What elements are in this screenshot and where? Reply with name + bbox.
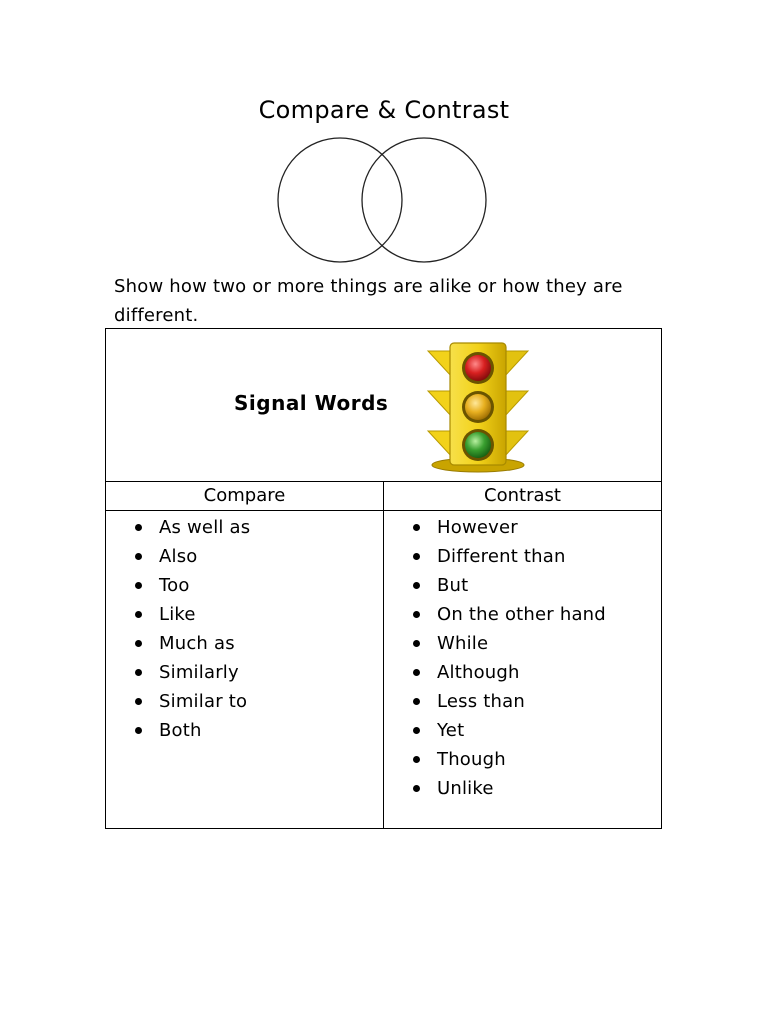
bullet-icon	[135, 524, 142, 531]
bullet-icon	[413, 524, 420, 531]
list-item: Both	[132, 716, 250, 745]
bullet-icon	[413, 611, 420, 618]
list-item: Though	[410, 745, 606, 774]
bullet-icon	[413, 756, 420, 763]
compare-column-header: Compare	[203, 485, 286, 506]
bullet-icon	[413, 553, 420, 560]
list-item: Also	[132, 542, 250, 571]
list-item: Too	[132, 571, 250, 600]
bullet-icon	[413, 669, 420, 676]
bullet-icon	[413, 640, 420, 647]
bullet-icon	[135, 640, 142, 647]
venn-diagram-icon	[276, 130, 492, 268]
table-header-row	[106, 329, 661, 482]
bullet-icon	[135, 727, 142, 734]
bullet-icon	[413, 698, 420, 705]
list-item: Although	[410, 658, 606, 687]
traffic-light-icon	[424, 341, 532, 475]
list-item: On the other hand	[410, 600, 606, 629]
signal-words-label: Signal Words	[234, 391, 389, 415]
list-item: Different than	[410, 542, 606, 571]
list-item: Much as	[132, 629, 250, 658]
contrast-word-list	[410, 513, 606, 803]
signal-words-table	[105, 328, 662, 829]
list-item: But	[410, 571, 606, 600]
list-item: Yet	[410, 716, 606, 745]
list-item: Similar to	[132, 687, 250, 716]
list-item: However	[410, 513, 606, 542]
contrast-column-header: Contrast	[484, 485, 561, 506]
bullet-icon	[135, 582, 142, 589]
bullet-icon	[135, 553, 142, 560]
bullet-icon	[135, 611, 142, 618]
bullet-icon	[135, 698, 142, 705]
header-divider	[106, 510, 661, 511]
list-item: Like	[132, 600, 250, 629]
bullet-icon	[413, 785, 420, 792]
bullet-icon	[135, 669, 142, 676]
list-item: Unlike	[410, 774, 606, 803]
list-item: Less than	[410, 687, 606, 716]
compare-word-list	[132, 513, 250, 745]
list-item: Similarly	[132, 658, 250, 687]
column-divider	[383, 481, 384, 828]
bullet-icon	[413, 727, 420, 734]
list-item: While	[410, 629, 606, 658]
list-item: As well as	[132, 513, 250, 542]
page-title: Compare & Contrast	[258, 96, 510, 124]
intro-text: Show how two or more things are alike or how they are different.	[114, 276, 623, 326]
bullet-icon	[413, 582, 420, 589]
